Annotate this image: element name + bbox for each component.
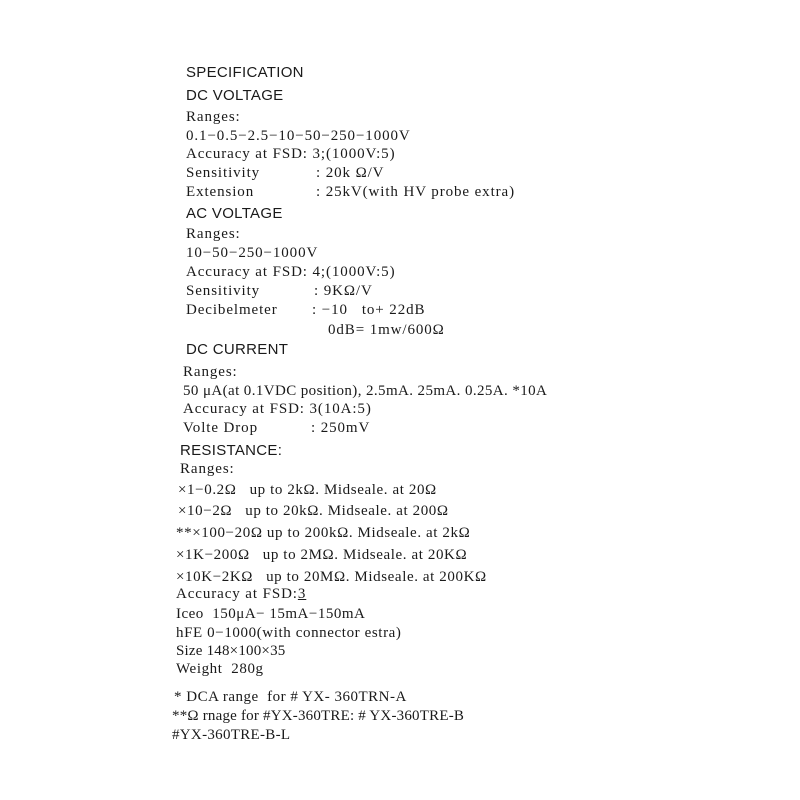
iceo-spec: Iceo 150μA− 15mA−150mA [176, 606, 366, 622]
hfe-spec: hFE 0−1000(with connector estra) [176, 625, 402, 641]
dc-current-ranges-label: Ranges: [183, 364, 238, 380]
size-spec: Size 148×100×35 [176, 643, 286, 659]
dc-current-volt-drop [183, 420, 603, 437]
ac-voltage-accuracy-label: Accuracy at FSD: [186, 264, 308, 280]
dc-voltage-accuracy [186, 146, 395, 163]
ac-voltage-decibel-value: : −10 to+ 22dB [312, 302, 426, 318]
ac-voltage-sensitivity-label: Sensitivity [186, 283, 261, 299]
resistance-accuracy-value: 3 [297, 586, 307, 602]
resistance-range-row: ×10K−2KΩ up to 20MΩ. Midseale. at 200KΩ [176, 569, 487, 585]
dc-voltage-heading: DC VOLTAGE [186, 87, 284, 104]
dc-voltage-sensitivity-label: Sensitivity [186, 165, 261, 181]
resistance-accuracy [176, 586, 306, 603]
dc-voltage-ranges: 0.1−0.5−2.5−10−50−250−1000V [186, 128, 411, 144]
ac-voltage-sensitivity [186, 283, 606, 300]
dc-current-ranges: 50 μA(at 0.1VDC position), 2.5mA. 25mA. 0.25A. *10A [183, 383, 548, 399]
dc-current-accuracy-label: Accuracy at FSD: [183, 401, 305, 417]
resistance-range-row: ×10−2Ω up to 20kΩ. Midseale. at 200Ω [178, 503, 449, 519]
resistance-heading: RESISTANCE: [180, 442, 283, 459]
resistance-range-row: ×1K−200Ω up to 2MΩ. Midseale. at 20KΩ [176, 547, 468, 563]
ac-voltage-accuracy-value: 4;(1000V:5) [312, 264, 396, 280]
ac-voltage-decibel-label: Decibelmeter [186, 302, 278, 318]
resistance-range-row: **×100−20Ω up to 200kΩ. Midseale. at 2kΩ [176, 525, 471, 541]
dc-current-accuracy-value: 3(10A:5) [309, 401, 372, 417]
dc-voltage-extension [186, 184, 606, 201]
weight-spec: Weight 280g [176, 661, 264, 677]
dc-current-heading: DC CURRENT [186, 341, 289, 358]
footnote: #YX-360TRE-B-L [172, 727, 291, 743]
ac-voltage-ranges-label: Ranges: [186, 226, 241, 242]
dc-voltage-extension-value: : 25kV(with HV probe extra) [316, 184, 515, 200]
dc-voltage-ranges-label: Ranges: [186, 109, 241, 125]
ac-voltage-decibelmeter [186, 302, 606, 319]
resistance-range-row: ×1−0.2Ω up to 2kΩ. Midseale. at 20Ω [178, 482, 437, 498]
footnote: **Ω rnage for #YX-360TRE: # YX-360TRE-B [172, 708, 465, 724]
page-title: SPECIFICATION [186, 64, 304, 81]
resistance-accuracy-label: Accuracy at FSD: [176, 586, 298, 602]
footnote: * DCA range for # YX- 360TRN-A [174, 689, 407, 705]
resistance-ranges-label: Ranges: [180, 461, 235, 477]
dc-current-drop-value: : 250mV [311, 420, 371, 436]
ac-voltage-sensitivity-value: : 9KΩ/V [314, 283, 373, 299]
ac-voltage-decibel-reference: 0dB= 1mw/600Ω [328, 322, 445, 338]
dc-voltage-accuracy-label: Accuracy at FSD: [186, 146, 308, 162]
dc-voltage-sensitivity-value: : 20k Ω/V [316, 165, 385, 181]
dc-current-accuracy [183, 401, 372, 418]
ac-voltage-accuracy [186, 264, 395, 281]
ac-voltage-heading: AC VOLTAGE [186, 205, 283, 222]
dc-current-drop-label: Volte Drop [183, 420, 258, 436]
dc-voltage-extension-label: Extension [186, 184, 255, 200]
dc-voltage-accuracy-value: 3;(1000V:5) [312, 146, 396, 162]
dc-voltage-sensitivity [186, 165, 606, 182]
ac-voltage-ranges: 10−50−250−1000V [186, 245, 319, 261]
